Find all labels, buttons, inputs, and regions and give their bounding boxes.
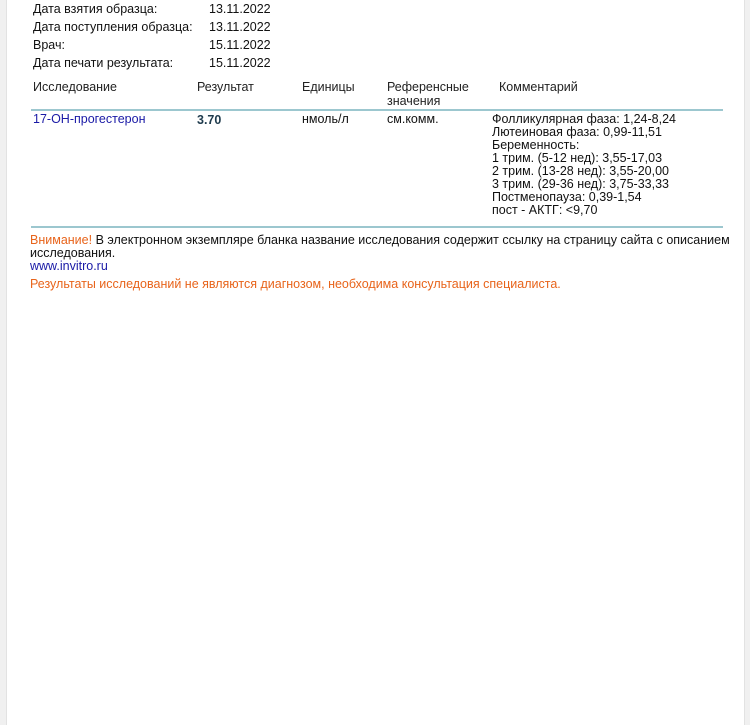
comment-line: Постменопауза: 0,39-1,54 — [492, 190, 642, 204]
table-bottom-divider — [31, 226, 723, 228]
notice — [30, 234, 730, 273]
comment-line: Фолликулярная фаза: 1,24-8,24 — [492, 112, 676, 126]
info-value: 13.11.2022 — [209, 20, 271, 34]
units-value: нмоль/л — [302, 112, 349, 126]
info-value: 15.11.2022 — [209, 38, 271, 52]
header-units: Единицы — [302, 80, 355, 94]
comment-line: Лютеиновая фаза: 0,99-11,51 — [492, 125, 662, 139]
header-reference-line2: значения — [387, 94, 441, 108]
comment-line: пост - АКТГ: <9,70 — [492, 203, 598, 217]
comment-line: Беременность: — [492, 138, 580, 152]
sample-info — [33, 0, 271, 72]
info-row-sample-received — [33, 18, 271, 36]
header-result: Результат — [197, 80, 254, 94]
comment-line: 3 трим. (29-36 нед): 3,75-33,33 — [492, 177, 669, 191]
info-row-doctor — [33, 36, 271, 54]
header-comment: Комментарий — [499, 80, 578, 94]
info-value: 15.11.2022 — [209, 56, 271, 70]
comment-line: 1 трим. (5-12 нед): 3,55-17,03 — [492, 151, 663, 165]
info-row-print-date — [33, 54, 271, 72]
info-value: 13.11.2022 — [209, 2, 271, 16]
result-form-page — [6, 0, 745, 725]
info-label: Врач: — [33, 38, 65, 52]
disclaimer: Результаты исследований не являются диагнозом, необходима консультация специалиста. — [30, 277, 561, 291]
comment-block — [492, 113, 676, 217]
notice-warning: Внимание! — [30, 233, 93, 247]
header-divider — [31, 109, 723, 111]
info-label: Дата печати результата: — [33, 56, 174, 70]
result-value: 3.70 — [197, 113, 222, 127]
site-link[interactable]: www.invitro.ru — [30, 259, 108, 273]
info-row-sample-taken — [33, 0, 271, 18]
info-label: Дата поступления образца: — [33, 20, 193, 34]
info-label: Дата взятия образца: — [33, 2, 158, 16]
header-reference-line1: Референсные — [387, 80, 469, 94]
comment-line: 2 трим. (13-28 нед): 3,55-20,00 — [492, 164, 669, 178]
reference-value: см.комм. — [387, 112, 439, 126]
header-test: Исследование — [33, 80, 117, 94]
header-reference — [387, 80, 469, 108]
notice-text: В электронном экземпляре бланка название исследования содержит ссылку на страницу сайта с описанием исследования. — [30, 233, 730, 260]
test-name-link[interactable]: 17-ОН-прогестерон — [33, 112, 146, 126]
